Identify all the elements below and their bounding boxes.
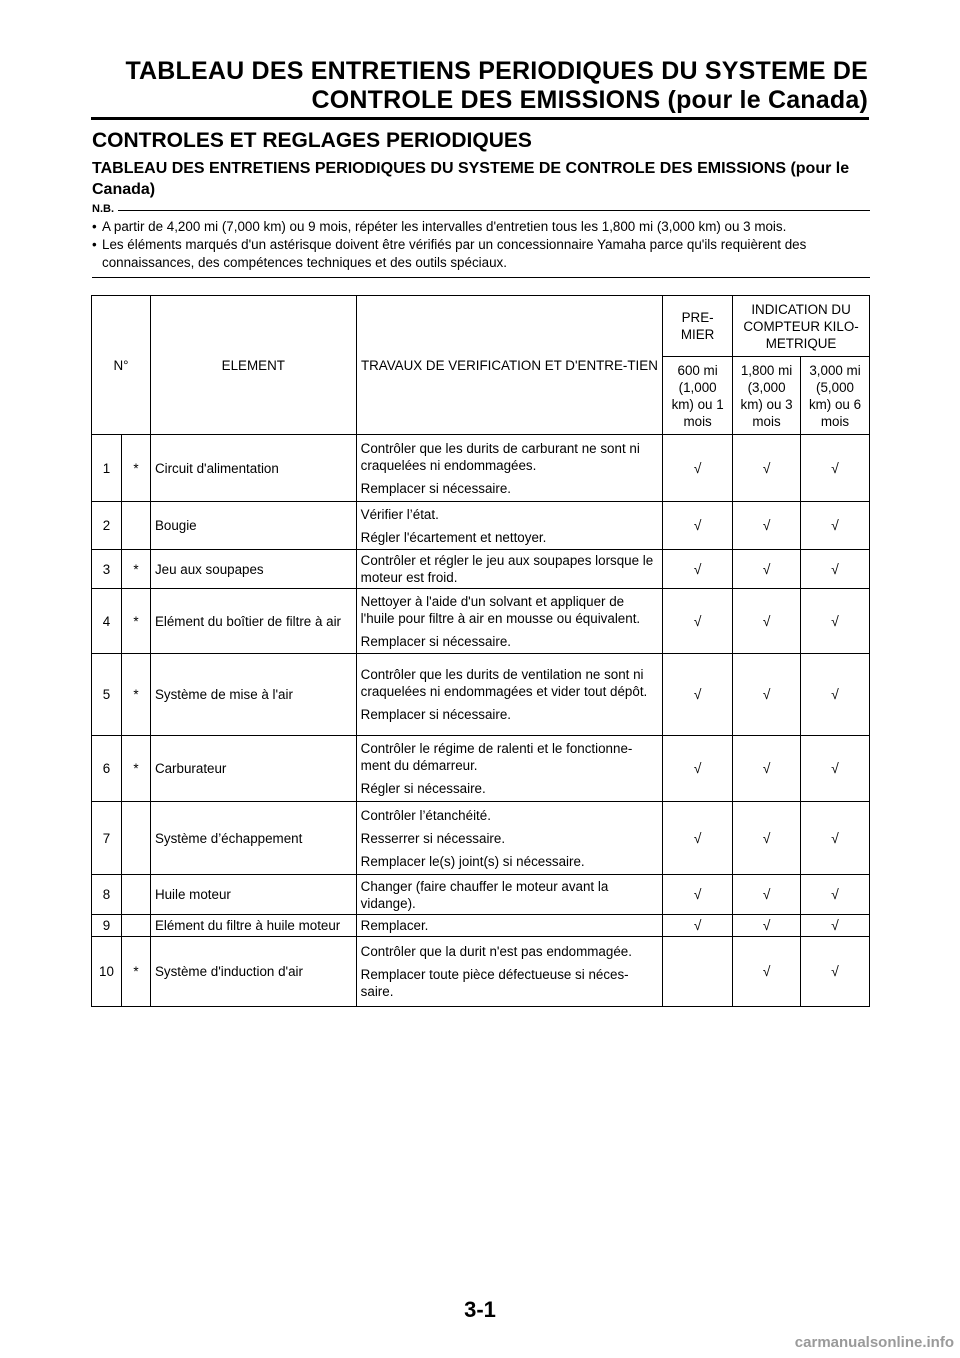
check-mark-icon: √	[663, 915, 733, 937]
check-mark-icon: √	[801, 937, 870, 1007]
header-interval-1: 600 mi (1,000 km) ou 1 mois	[663, 357, 733, 435]
row-element: Système de mise à l'air	[150, 654, 356, 736]
row-number: 8	[92, 875, 122, 915]
work-step: Resserrer si nécessaire.	[360, 830, 506, 846]
row-asterisk: *	[121, 435, 150, 502]
row-work	[356, 937, 662, 1007]
work-step: Contrôler que les durits de ventilation ne sont ni craquelées ni endommagées et vider tout dépôt.	[360, 667, 648, 699]
table-row	[92, 654, 870, 736]
check-mark-icon: √	[733, 937, 801, 1007]
row-asterisk	[121, 915, 150, 937]
row-number: 2	[92, 502, 122, 550]
table-row	[92, 435, 870, 502]
table-row	[92, 589, 870, 654]
title-rule	[91, 117, 869, 120]
work-step: Remplacer toute pièce défectueuse si néces-saire.	[360, 967, 629, 999]
row-work	[356, 915, 662, 937]
header-work: TRAVAUX DE VERIFICATION ET D'ENTRE-TIEN	[356, 296, 662, 435]
page-number: 3-1	[464, 1297, 496, 1322]
check-mark-icon: √	[733, 589, 801, 654]
note-item	[92, 236, 870, 272]
check-mark-icon	[663, 937, 733, 1007]
header-element: ELEMENT	[150, 296, 356, 435]
check-mark-icon: √	[733, 915, 801, 937]
row-asterisk	[121, 502, 150, 550]
note-block	[92, 203, 870, 278]
row-number: 10	[92, 937, 122, 1007]
check-mark-icon: √	[663, 736, 733, 802]
work-step: Contrôler le régime de ralenti et le fonctionne-ment du démarreur.	[360, 741, 633, 773]
row-work	[356, 654, 662, 736]
row-element: Bougie	[150, 502, 356, 550]
work-step: Remplacer si nécessaire.	[360, 707, 512, 722]
row-element: Circuit d'alimentation	[150, 435, 356, 502]
row-number: 7	[92, 802, 122, 875]
check-mark-icon: √	[801, 736, 870, 802]
check-mark-icon: √	[663, 435, 733, 502]
check-mark-icon: √	[733, 435, 801, 502]
work-step: Régler l'écartement et nettoyer.	[360, 529, 547, 545]
row-element: Système d’échappement	[150, 802, 356, 875]
work-step: Remplacer.	[360, 918, 429, 933]
row-element: Système d'induction d'air	[150, 937, 356, 1007]
work-step: Vérifier l’état.	[360, 506, 439, 522]
check-mark-icon: √	[733, 654, 801, 736]
note-list	[92, 218, 870, 272]
check-mark-icon: √	[733, 502, 801, 550]
work-step: Changer (faire chauffer le moteur avant la vidange).	[360, 878, 609, 911]
row-asterisk: *	[121, 654, 150, 736]
row-asterisk: *	[121, 589, 150, 654]
row-work	[356, 589, 662, 654]
table-row	[92, 736, 870, 802]
check-mark-icon: √	[733, 550, 801, 589]
row-asterisk: *	[121, 736, 150, 802]
row-number: 9	[92, 915, 122, 937]
work-step: Nettoyer à l'aide d'un solvant et appliquer de l'huile pour filtre à air en mousse ou équivalent.	[360, 593, 641, 626]
check-mark-icon: √	[801, 502, 870, 550]
table-row	[92, 802, 870, 875]
page-title-line-2: CONTROLE DES EMISSIONS (pour le Canada)	[311, 86, 868, 114]
check-mark-icon: √	[801, 875, 870, 915]
work-step: Régler si nécessaire.	[360, 781, 486, 796]
row-number: 6	[92, 736, 122, 802]
header-odometer: INDICATION DU COMPTEUR KILO-METRIQUE	[733, 296, 870, 357]
work-step: Remplacer le(s) joint(s) si nécessaire.	[360, 853, 585, 869]
note-label: N.B.	[92, 203, 114, 215]
note-header	[92, 203, 870, 215]
row-work	[356, 875, 662, 915]
check-mark-icon: √	[663, 802, 733, 875]
table-row	[92, 915, 870, 937]
row-element: Jeu aux soupapes	[150, 550, 356, 589]
check-mark-icon: √	[801, 654, 870, 736]
check-mark-icon: √	[801, 550, 870, 589]
work-step: Contrôler et régler le jeu aux soupapes lorsque le moteur est froid.	[360, 553, 654, 585]
check-mark-icon: √	[663, 550, 733, 589]
work-step: Remplacer si nécessaire.	[360, 633, 512, 649]
check-mark-icon: √	[801, 589, 870, 654]
check-mark-icon: √	[801, 915, 870, 937]
check-mark-icon: √	[733, 802, 801, 875]
row-work	[356, 502, 662, 550]
check-mark-icon: √	[733, 736, 801, 802]
bullet-icon: •	[92, 219, 97, 234]
row-element: Elément du boîtier de filtre à air	[150, 589, 356, 654]
table-row	[92, 937, 870, 1007]
sub-title: TABLEAU DES ENTRETIENS PERIODIQUES DU SYSTEME DE CONTROLE DES EMISSIONS (pour le Canada)	[92, 160, 850, 198]
page-title	[68, 57, 868, 115]
table-row	[92, 550, 870, 589]
row-work	[356, 550, 662, 589]
row-asterisk: *	[121, 550, 150, 589]
note-bottom-rule	[92, 277, 870, 278]
table-body	[92, 435, 870, 1007]
bullet-icon: •	[92, 237, 97, 252]
work-step: Remplacer si nécessaire.	[360, 480, 512, 496]
row-number: 4	[92, 589, 122, 654]
work-step: Contrôler que les durits de carburant ne sont ni craquelées ni endommagées.	[360, 440, 640, 473]
row-work	[356, 435, 662, 502]
check-mark-icon: √	[663, 875, 733, 915]
page-title-line-1: TABLEAU DES ENTRETIENS PERIODIQUES DU SYSTEME DE	[125, 57, 868, 85]
row-asterisk	[121, 802, 150, 875]
row-work	[356, 802, 662, 875]
row-number: 1	[92, 435, 122, 502]
note-item	[92, 218, 870, 236]
header-interval-2: 1,800 mi (3,000 km) ou 3 mois	[733, 357, 801, 435]
note-item-text: A partir de 4,200 mi (7,000 km) ou 9 mois, répéter les intervalles d'entretien tous les 1,800 mi (3,000 km) ou 3 mois.	[102, 219, 787, 234]
header-interval-3: 3,000 mi (5,000 km) ou 6 mois	[801, 357, 870, 435]
work-step: Contrôler l’étanchéité.	[360, 807, 491, 823]
header-first: PRE-MIER	[663, 296, 733, 357]
check-mark-icon: √	[663, 589, 733, 654]
row-work	[356, 736, 662, 802]
check-mark-icon: √	[801, 435, 870, 502]
watermark: carmanualsonline.info	[794, 1334, 954, 1351]
row-element: Carburateur	[150, 736, 356, 802]
check-mark-icon: √	[663, 654, 733, 736]
row-number: 3	[92, 550, 122, 589]
row-asterisk	[121, 875, 150, 915]
table-row	[92, 875, 870, 915]
check-mark-icon: √	[663, 502, 733, 550]
maintenance-table	[91, 295, 870, 1007]
check-mark-icon: √	[733, 875, 801, 915]
check-mark-icon: √	[801, 802, 870, 875]
row-asterisk: *	[121, 937, 150, 1007]
note-item-text: Les éléments marqués d'un astérisque doivent être vérifiés par un concessionnaire Yamaha parce qu'ils requièrent des connaissances, des compétences techniques et des outils spéciaux.	[102, 237, 807, 270]
row-number: 5	[92, 654, 122, 736]
header-num: N°	[92, 296, 151, 435]
note-rule	[118, 210, 870, 211]
section-title: CONTROLES ET REGLAGES PERIODIQUES	[92, 129, 532, 152]
work-step: Contrôler que la durit n'est pas endommagée.	[360, 944, 632, 959]
row-element: Elément du filtre à huile moteur	[150, 915, 356, 937]
row-element: Huile moteur	[150, 875, 356, 915]
table-row	[92, 502, 870, 550]
